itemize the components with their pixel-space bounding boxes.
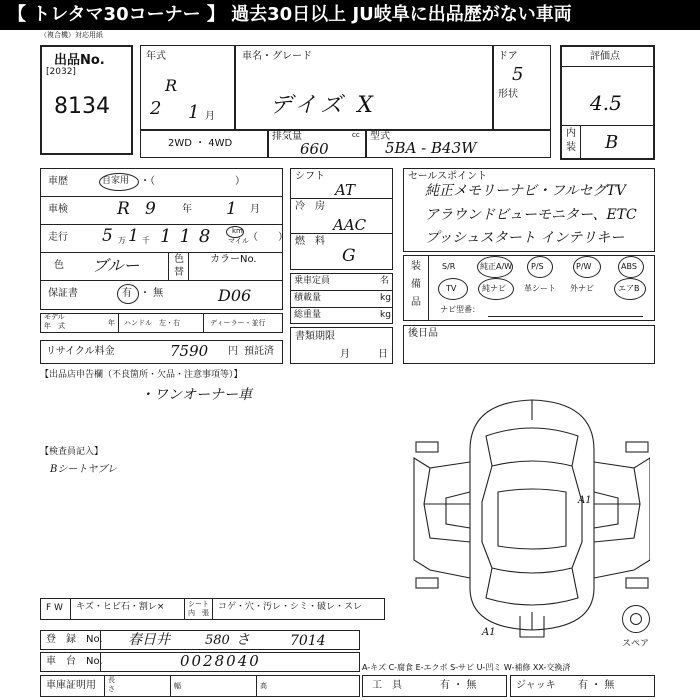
inspector-label: 【検査員記入】 [40,447,104,457]
year-month-unit: 月 [205,111,215,122]
equipment-label-2: 備 [411,279,421,290]
garage-cert-label: 車庫証明用 [46,680,96,691]
title-banner: 【 トレタマ30コーナー 】 過去30日以上 JU岐阜に出品歴がない車両 [0,0,700,30]
model-year-label-1: モデル [44,313,65,321]
registration-number: 7014 [290,633,326,649]
sales-points-label: セールスポイント [408,171,488,182]
gross-unit: kg [380,310,391,320]
mileage-unit-km: km [232,227,243,235]
model-year-label-2: 年 式 [44,322,65,330]
equipment-label-3: 品 [411,297,421,308]
form-note: （複合機）対応用紙 [40,31,103,39]
shape-label: 形状 [498,89,518,100]
car-name-label: 車名・グレード [242,51,312,62]
year-label: 年式 [146,51,166,62]
registration-kana: さ [236,632,250,648]
equip-sunroof: S/R [442,262,456,271]
equip-tv: TV [446,284,457,293]
equip-power-windows: P/W [576,262,592,271]
equip-leather-seat: 革シート [524,284,556,293]
interior-label-1: 内 [566,128,576,139]
ac-value: AAC [333,216,367,234]
lot-number: 8134 [54,94,110,119]
doc-deadline-day: 日 [378,349,388,360]
displacement-label: 排気量 [272,131,302,142]
gross-label: 総重量 [294,310,322,320]
chassis-value: 0028040 [180,652,261,670]
equipment-label-1: 装 [411,261,421,272]
fw-label: F W [46,603,63,613]
declaration-value: ・ワンオーナー車 [140,387,252,403]
lot-label: 出品No. [54,53,105,68]
fw-text: キズ・ヒビ石・割レ× [76,602,165,612]
inspection-year-unit: 年 [182,204,192,215]
inspection-label: 車検 [48,204,68,215]
mileage-label: 走行 [48,232,68,243]
recycle-note: 預託済 [244,346,274,357]
cert-length-2: さ [108,685,115,693]
handle-label: ハンドル 左・右 [124,319,180,327]
equip-circle-2 [527,256,553,278]
jack-value: 有 ・ 無 [578,680,615,691]
color-no-label: カラーNo. [210,254,257,265]
shift-label: シフト [295,171,325,182]
warranty-label: 保証書 [48,288,78,299]
cert-width: 幅 [174,682,181,690]
ac-label: 冷 房 [295,201,325,212]
load-label: 積載量 [294,293,322,303]
year-value: 2 [150,98,162,119]
chassis-label: 車 台 No. [46,656,103,667]
seat-label-2: 内 張 [188,609,209,617]
equip-circle-3 [573,256,601,278]
color-label: 色 [54,260,64,271]
mileage-unit-mile: マイル [228,237,249,245]
sales-point-line-2: アラウンドビューモニター、ETC [425,207,637,223]
equip-circle-7 [614,278,646,300]
capacity-label: 乗車定員 [294,276,331,286]
mileage-man: 5 [102,226,113,246]
load-unit: kg [380,293,391,303]
mileage-man-unit: 万 [118,236,126,245]
registration-class: 580 [205,633,230,648]
inspector-value: Bシートヤブレ [50,464,117,475]
grade-value: 4.5 [590,91,622,115]
warranty-yes: 有 [122,288,132,299]
mileage-rest: 118 [160,226,219,247]
year-month: 1 [188,102,200,123]
inspection-month-unit: 月 [250,204,260,215]
mileage-paren: （ ） [248,232,288,243]
post-entry-box [403,325,655,364]
history-value: 自家用 [102,176,130,186]
registration-place: 春日井 [128,632,170,648]
equip-airbag: エアB [618,284,640,293]
equip-circle-6 [478,278,514,300]
history-label: 車歴 [48,176,68,187]
equip-circle-4 [618,256,644,278]
diagram-mark-a1-bottom: A1 [482,627,496,638]
interior-value: B [605,132,619,153]
registration-label: 登 録 No. [46,634,103,645]
drive-text: 2WD ・ 4WD [168,138,233,149]
inspection-era: R [117,199,130,219]
fuel-value: G [342,246,356,266]
history-circle-mark [99,173,139,191]
displacement-unit: cc [352,131,360,139]
doc-deadline-label: 書類期限 [295,331,335,342]
mileage-thou-unit: 千 [142,236,150,245]
equip-genuine-navi: 純ナビ [482,284,506,293]
sales-point-line-1: 純正メモリーナビ・フルセグTV [425,183,626,199]
post-entry-label: 後日品 [408,328,438,339]
tools-value: 有 ・ 無 [440,680,477,691]
color-change-2: 替 [174,267,184,278]
shift-value: AT [335,181,356,199]
lot-code: [2032] [46,67,76,77]
warranty-circle-mark [117,284,139,304]
history-paren: ・（ ） [140,176,245,187]
dealer-label: ディーラー・並行 [210,319,266,327]
recycle-unit: 円 [228,346,238,357]
model-year-unit: 年 [108,319,115,327]
grade-label: 評価点 [590,51,620,62]
inspection-year: 9 [145,199,156,219]
inspection-month: 1 [226,199,237,219]
recycle-value: 7590 [170,342,209,360]
damage-legend: A-キズ C-腐食 E-エクボ S-サビ U-凹ミ W-補修 XX-交換済 [362,663,571,672]
model-value: 5BA - B43W [385,139,477,157]
equip-circle-5 [438,278,468,300]
seat-damage-text: コゲ・穴・汚レ・シミ・破レ・スレ [218,602,363,612]
tools-label: 工 具 [372,680,402,691]
color-value: ブルー [92,256,140,275]
car-damage-diagram [410,392,650,642]
spare-tire-hub-icon [630,613,642,625]
cert-height: 高 [260,682,267,690]
cert-length-1: 長 [108,676,115,684]
model-label: 型式 [370,131,390,142]
seat-label-1: シート [188,600,209,608]
fuel-label: 燃 料 [295,236,325,247]
year-era: R [165,76,178,95]
color-no-value: D06 [218,286,252,305]
displacement-value: 660 [300,140,329,158]
mileage-km-circle-mark [226,226,244,238]
capacity-unit: 名 [380,276,390,286]
mileage-thou: 1 [128,226,139,246]
equip-alloy-wheels: 純正A/W [480,262,513,271]
doors-value: 5 [512,64,524,85]
color-change-1: 色 [174,254,184,265]
equip-power-steering: P/S [531,262,544,271]
diagram-mark-a1-right: A1 [578,495,592,506]
car-name-value: デイズ X [270,93,377,118]
declaration-label: 【出品店申告欄（不良箇所・欠品・注意事項等）】 [40,370,243,380]
equip-circle-1 [477,256,513,278]
recycle-label: リサイクル料金 [46,346,115,357]
warranty-no: ・ 無 [140,288,164,299]
interior-label-2: 装 [566,142,576,153]
doors-label: ドア [498,51,518,62]
spare-label: スペア [622,639,650,649]
doc-deadline-month: 月 [340,349,350,360]
equip-abs: ABS [621,262,637,271]
jack-label: ジャッキ [516,680,556,691]
sales-point-line-3: プッシュスタート インテリキー [425,230,625,246]
navi-model-label: ナビ型番： [440,305,480,314]
equip-aftermarket-navi: 外ナビ [570,284,594,293]
